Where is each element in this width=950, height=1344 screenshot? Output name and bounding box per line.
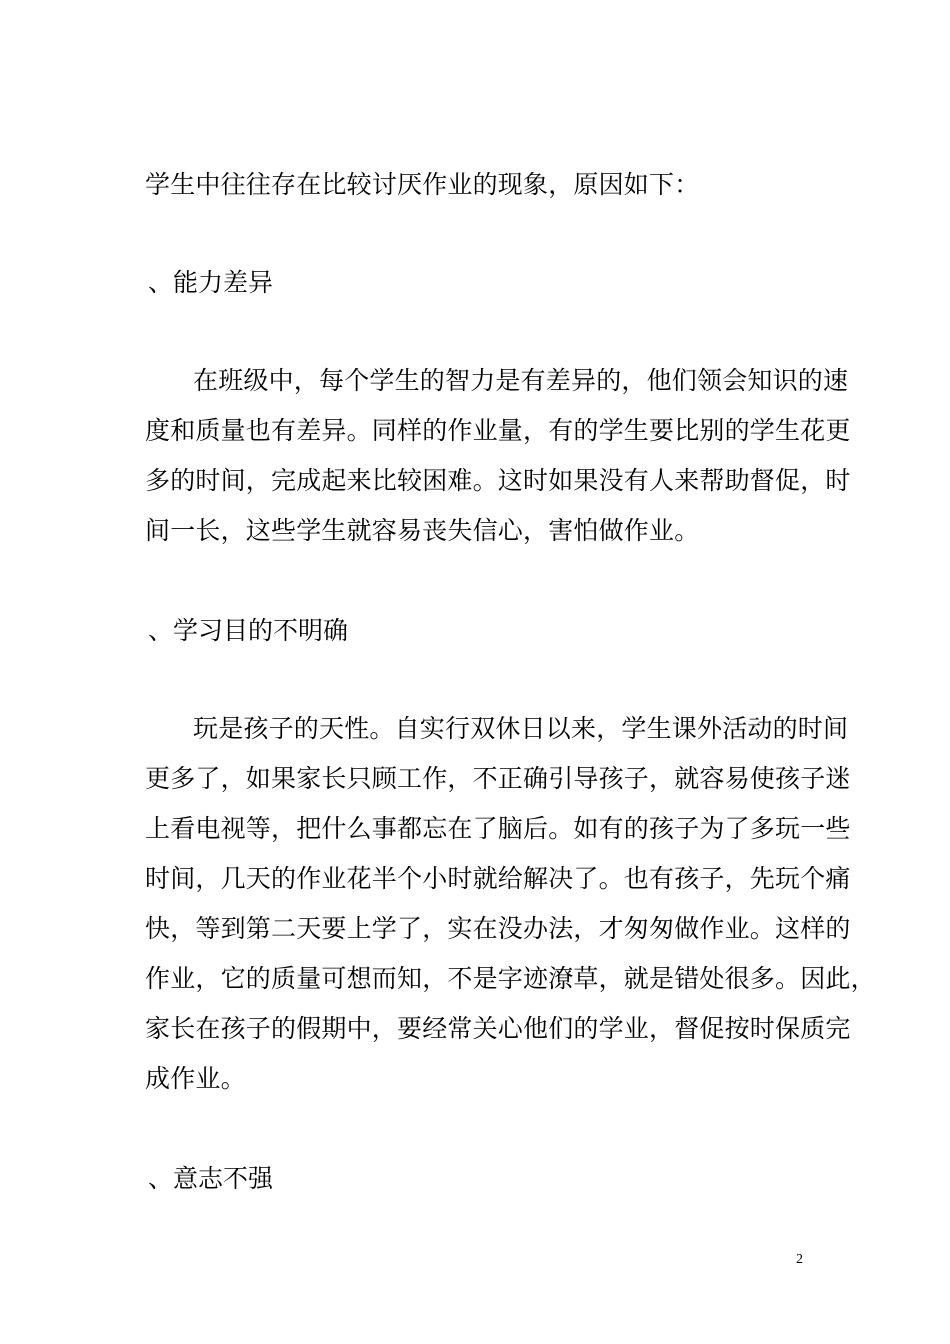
section-heading-3: 、意志不强	[148, 1164, 274, 1193]
paragraph-1-line-4: 间一长，这些学生就容易丧失信心，害怕做作业。	[145, 516, 700, 545]
paragraph-2-line-6: 作业，它的质量可想而知，不是字迹潦草，就是错处很多。因此，	[145, 964, 876, 993]
paragraph-2-line-4: 时间，几天的作业花半个小时就给解决了。也有孩子，先玩个痛	[145, 864, 851, 893]
paragraph-2-line-3: 上看电视等，把什么事都忘在了脑后。如有的孩子为了多玩一些	[145, 814, 851, 843]
paragraph-2-line-5: 快，等到第二天要上学了，实在没办法，才匆匆做作业。这样的	[145, 914, 851, 943]
paragraph-1-line-3: 多的时间，完成起来比较困难。这时如果没有人来帮助督促，时	[145, 466, 851, 495]
paragraph-1-line-1: 在班级中，每个学生的智力是有差异的，他们领会知识的速	[193, 366, 849, 395]
section-heading-2: 、学习目的不明确	[148, 616, 349, 645]
paragraph-2-line-1: 玩是孩子的天性。自实行双休日以来，学生课外活动的时间	[193, 714, 849, 743]
section-heading-1: 、能力差异	[148, 268, 274, 297]
paragraph-2-line-7: 家长在孩子的假期中，要经常关心他们的学业，督促按时保质完	[145, 1014, 851, 1043]
intro-paragraph: 学生中往往存在比较讨厌作业的现象，原因如下：	[145, 170, 700, 199]
page-number: 2	[796, 1252, 803, 1267]
paragraph-1-line-2: 度和质量也有差异。同样的作业量，有的学生要比别的学生花更	[145, 416, 851, 445]
paragraph-2-line-2: 更多了，如果家长只顾工作，不正确引导孩子，就容易使孩子迷	[145, 764, 851, 793]
paragraph-2-line-8: 成作业。	[145, 1064, 246, 1093]
